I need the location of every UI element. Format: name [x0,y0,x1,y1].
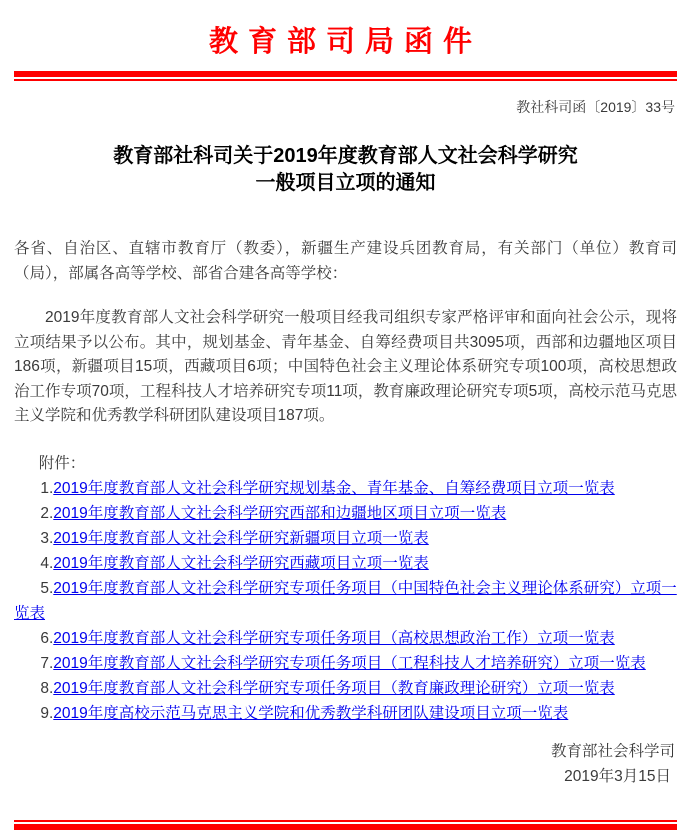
attachment-link[interactable]: 2019年度教育部人文社会科学研究专项任务项目（中国特色社会主义理论体系研究）立项一览表 [14,579,677,622]
date: 2019年3月15日 [564,767,671,785]
footer-divider-thick-line [14,824,677,830]
attachment-link[interactable]: 2019年度教育部人文社会科学研究专项任务项目（工程科技人才培养研究）立项一览表 [53,654,646,672]
attachment-number: 5. [40,579,54,597]
attachment-link[interactable]: 2019年度高校示范马克思主义学院和优秀教学科研团队建设项目立项一览表 [53,704,569,722]
document-number: 教社科司函〔2019〕33号 [516,99,675,115]
header-divider [14,71,677,81]
document-title-line2: 一般项目立项的通知 [255,172,436,194]
attachment-link[interactable]: 2019年度教育部人文社会科学研究西藏项目立项一览表 [53,554,429,572]
attachment-link[interactable]: 2019年度教育部人文社会科学研究新疆项目立项一览表 [53,529,429,547]
attachment-number: 6. [40,629,54,647]
attachment-link[interactable]: 2019年度教育部人文社会科学研究西部和边疆地区项目立项一览表 [53,504,507,522]
document-title [14,143,677,197]
attachment-number: 7. [40,654,54,672]
attachment-number: 4. [40,554,54,572]
attachment-item [14,526,677,551]
document-page [0,24,691,835]
attachment-item [14,676,677,701]
footer-divider [14,820,677,830]
attachments-list [14,476,677,726]
attachments-label: 附件： [38,454,86,472]
attachment-item [14,701,677,726]
salutation: 各省、自治区、直辖市教育厅（教委），新疆生产建设兵团教育局，有关部门（单位）教育司（局），部属各高等学校、部省合建各高等学校： [14,240,677,282]
body-paragraph: 2019年度教育部人文社会科学研究一般项目经我司组织专家严格评审和面向社会公示，现将立项结果予以公布。其中，规划基金、青年基金、自筹经费项目共3095项，西部和边疆地区项目186项，新疆项目15项，西藏项目6项；中国特色社会主义理论体系研究专项100项，高校思想政治工作专项70项，工程科技人才培养研究专项11项，教育廉政理论研究专项5项，高校示范马克思主义学院和优秀教学科研团队建设项目187项。 [14,309,677,424]
attachment-item [14,476,677,501]
attachment-number: 8. [40,679,54,697]
attachment-item [14,501,677,526]
attachment-item [14,626,677,651]
attachment-item [14,651,677,676]
attachment-item [14,551,677,576]
attachment-link[interactable]: 2019年度教育部人文社会科学研究专项任务项目（高校思想政治工作）立项一览表 [53,629,615,647]
attachment-number: 9. [40,704,54,722]
attachment-link[interactable]: 2019年度教育部人文社会科学研究规划基金、青年基金、自筹经费项目立项一览表 [53,479,615,497]
attachment-link[interactable]: 2019年度教育部人文社会科学研究专项任务项目（教育廉政理论研究）立项一览表 [53,679,615,697]
signature: 教育部社会科学司 [550,742,675,760]
banner-title: 教育部司局函件 [208,26,482,58]
attachment-item [14,576,677,626]
header-divider-thin-line [14,79,677,81]
document-title-line1: 教育部社科司关于2019年度教育部人文社会科学研究 [113,145,578,167]
attachment-number: 2. [40,504,54,522]
attachment-number: 1. [40,479,54,497]
attachment-number: 3. [40,529,54,547]
